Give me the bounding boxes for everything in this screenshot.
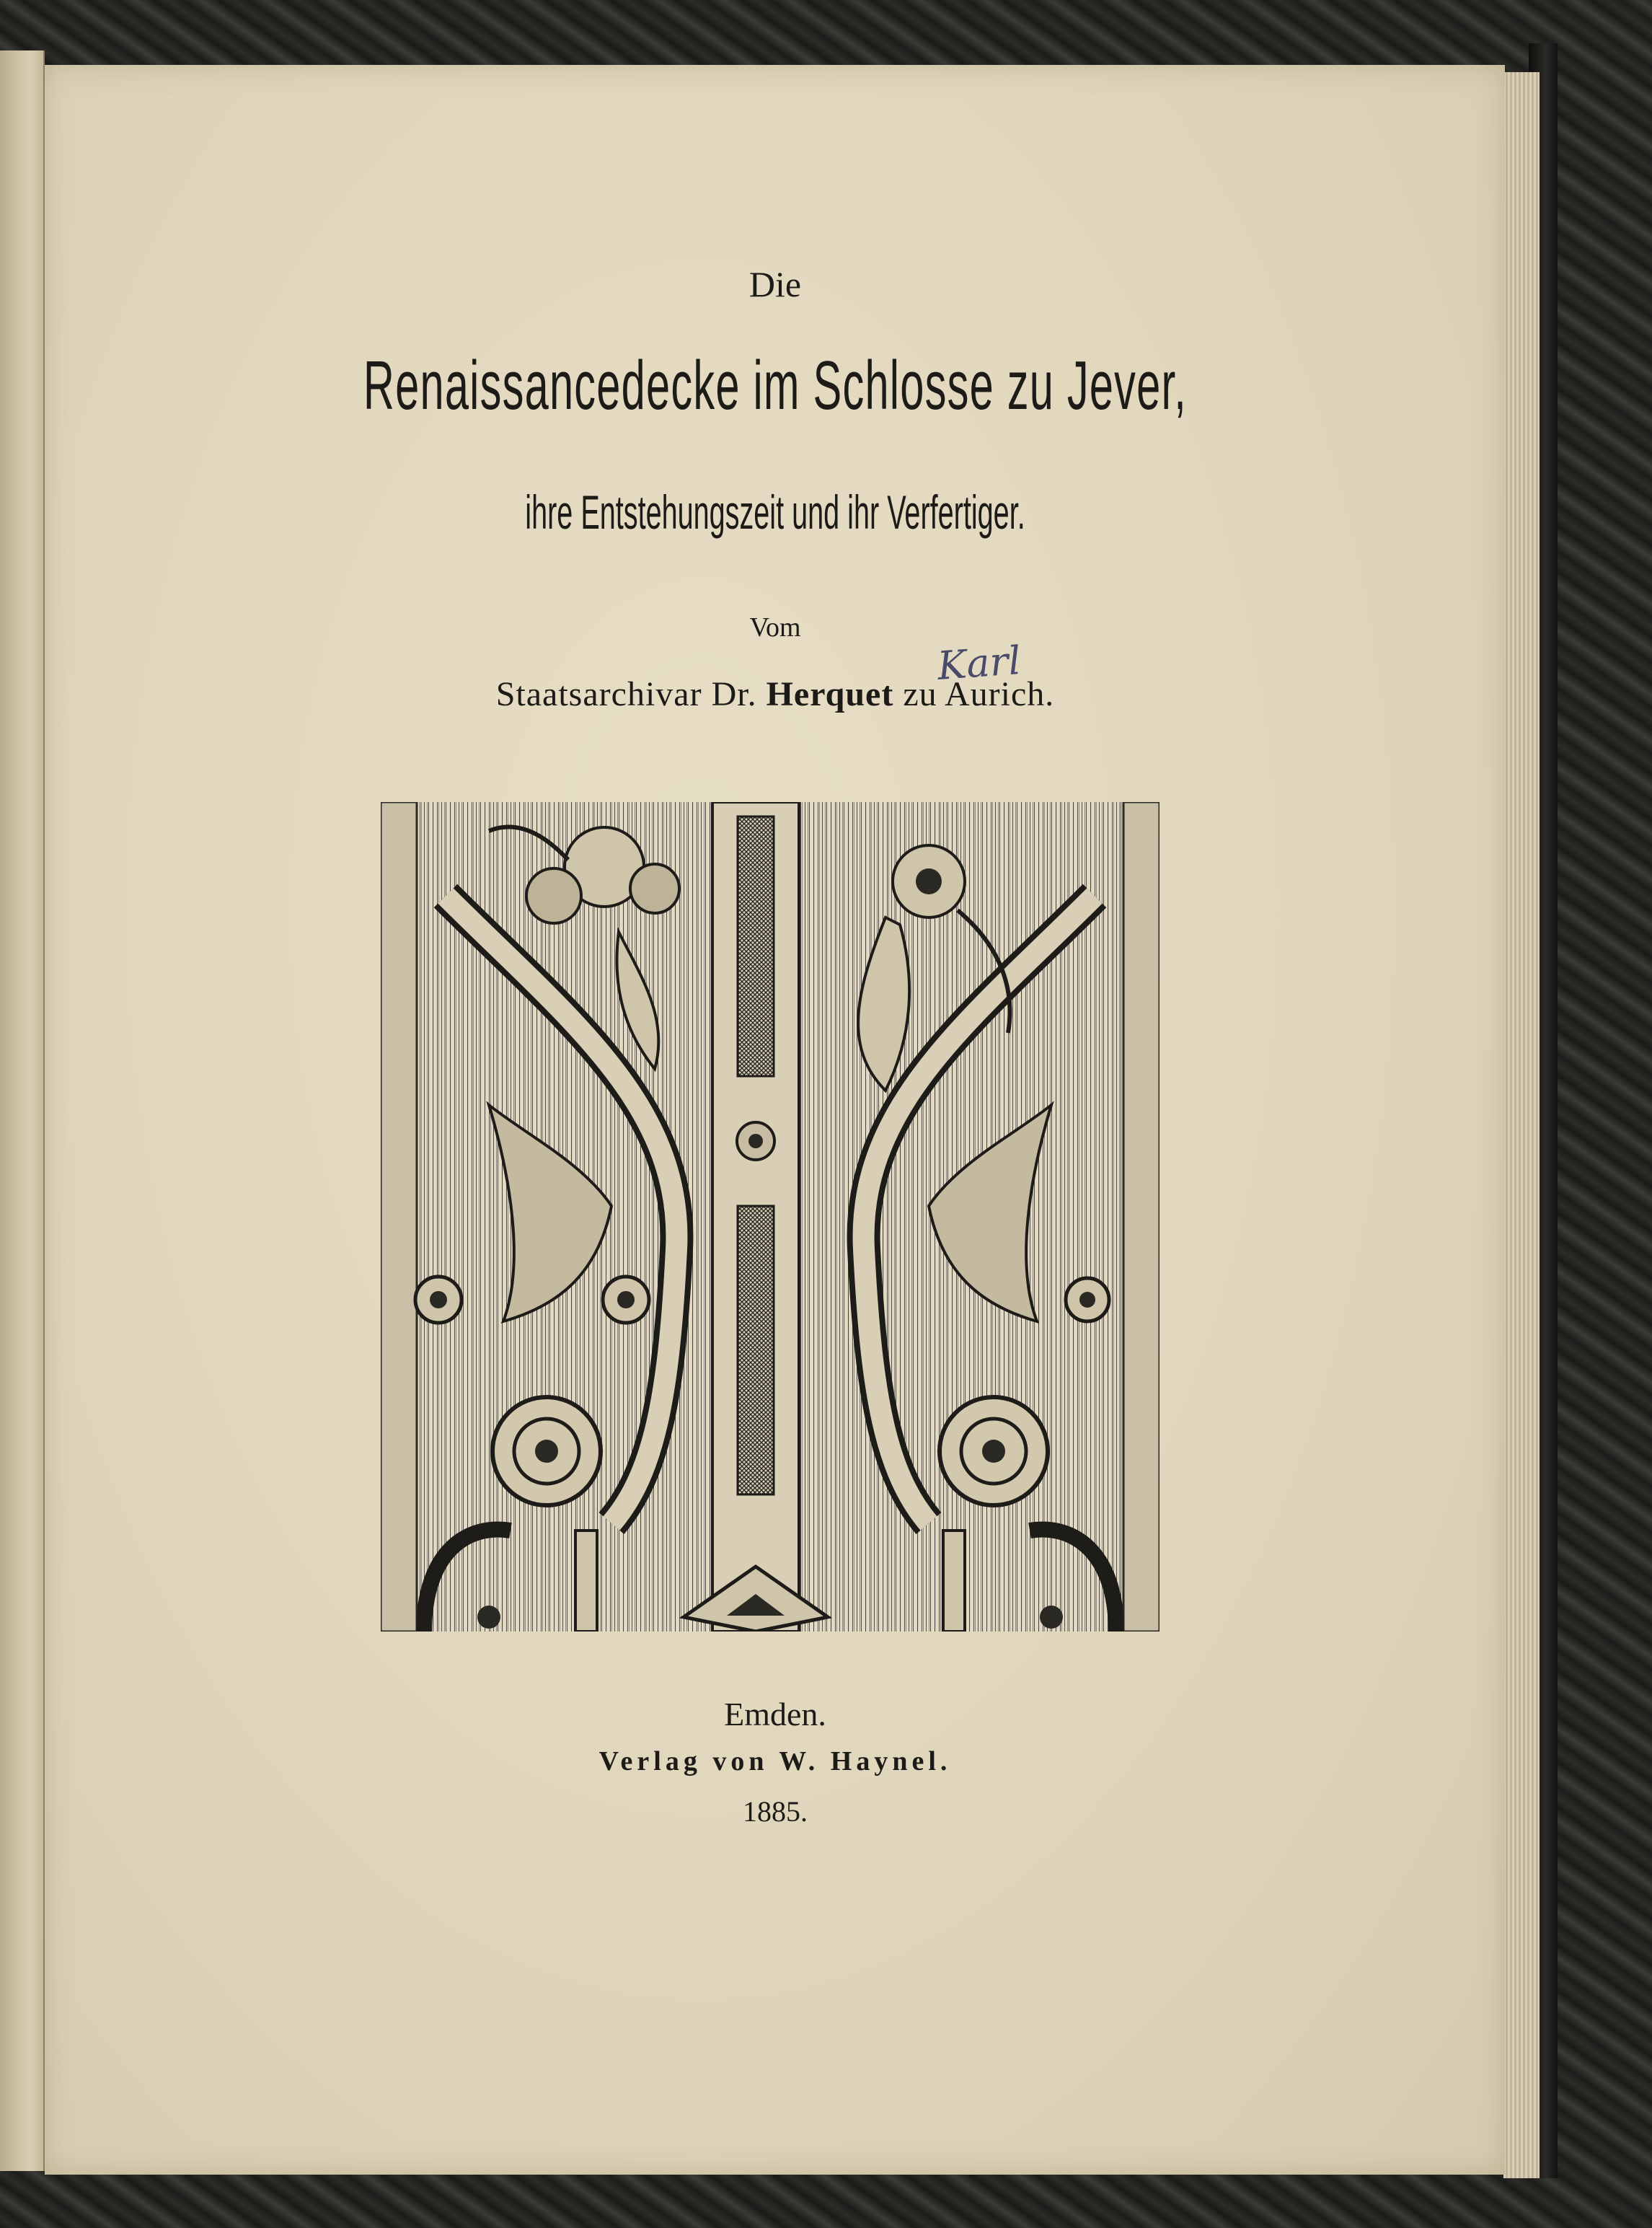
by-line: Vom [749, 612, 801, 643]
author-name: Herquet [766, 675, 894, 713]
left-page-edge [0, 50, 45, 2171]
ornamental-engraving-illustration [381, 802, 1160, 1632]
title-line-die: Die [748, 264, 802, 304]
author-prefix: Staatsarchivar Dr. [495, 675, 757, 713]
main-title: Renaissancedecke im Schlosse zu Jever, [363, 347, 1188, 424]
publisher: Verlag von W. Haynel. [598, 1746, 952, 1776]
handwritten-annotation: Karl [935, 638, 1022, 689]
page-stack-edge [1503, 72, 1540, 2178]
publication-year: 1885. [743, 1795, 808, 1828]
subtitle: ihre Entstehungszeit und ihr Verfertiger. [525, 485, 1025, 539]
author-suffix: zu Aurich. [903, 675, 1055, 713]
publication-place: Emden. [724, 1696, 826, 1732]
author-line [0, 674, 1550, 714]
ornamental-wood-carving-engraving-icon [381, 802, 1160, 1632]
